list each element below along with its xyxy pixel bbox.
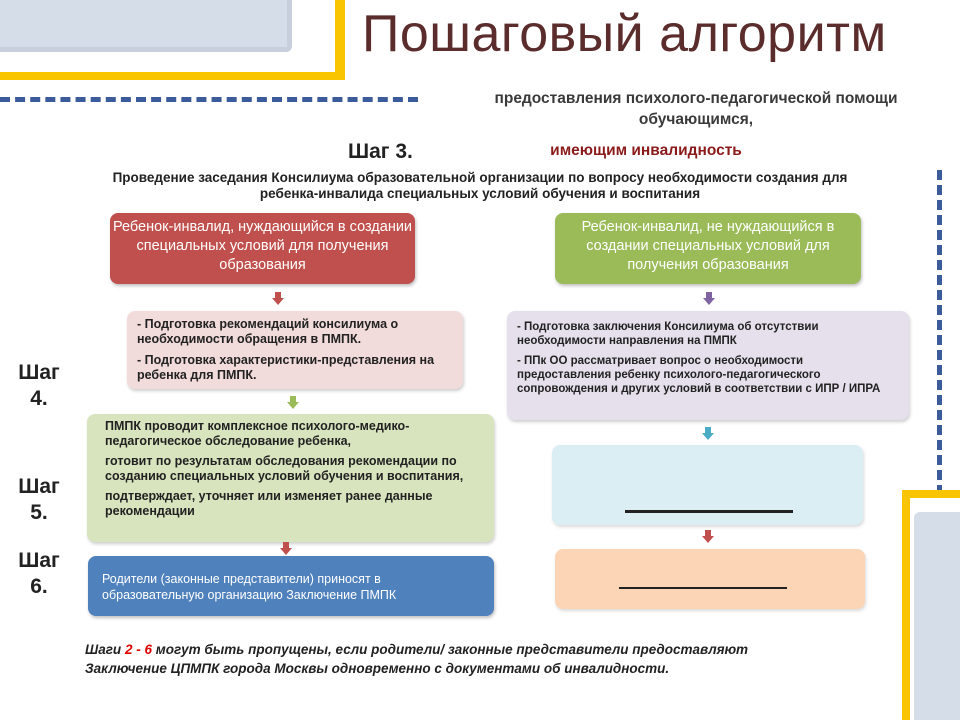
corner-panel-bottom-right xyxy=(914,512,960,720)
arrow-down-icon xyxy=(280,542,292,555)
arrow-down-icon xyxy=(287,396,299,409)
step-5-right-box xyxy=(552,445,863,525)
step-4-label xyxy=(10,360,68,412)
step-6-right-box xyxy=(555,549,865,609)
step-3-description: Проведение заседания Консилиума образовательной организации по вопросу необходимости создания для ребенка-инвалида специальных условий обучения и воспитания xyxy=(112,170,848,201)
footnote-text: могут быть пропущены, если родители/ законные представители предоставляют Заключение ЦПМПК города Москвы одновременно с документами об инвалидности. xyxy=(85,642,749,676)
step-4-item-characteristic: - Подготовка характеристики-представления на ребенка для ПМПК. xyxy=(137,353,435,382)
step-4-item-recommendations: - Подготовка рекомендаций консилиума о необходимости обращения в ПМПК. xyxy=(137,317,399,346)
footnote xyxy=(85,640,805,678)
step-5-word: Шаг xyxy=(18,475,60,498)
step-6-number: 6. xyxy=(30,575,48,598)
step-4-word: Шаг xyxy=(18,361,60,384)
dashed-divider-top xyxy=(0,97,418,102)
step-5-item-examination: ПМПК проводит комплексное психолого-медико-педагогическое обследование ребенка, xyxy=(105,419,410,448)
right-item-ppk: - ППк ОО рассматривает вопрос о необходимости предоставления ребенку психолого-педагогического сопровождения и других условий в соответствии с ИПР / ИПРА xyxy=(517,355,881,395)
corner-panel-top-left xyxy=(0,0,292,52)
step-6-label xyxy=(10,548,68,600)
step-4-number: 4. xyxy=(30,387,48,410)
page-title: Пошаговый алгоритм xyxy=(362,5,887,63)
step-3-label: Шаг 3. xyxy=(348,140,413,163)
page-subtitle: предоставления психолого-педагогической помощи обучающимся, xyxy=(494,90,898,128)
arrow-down-icon xyxy=(703,292,715,305)
right-branch-header: Ребенок-инвалид, не нуждающийся в создании специальных условий для получения образования xyxy=(555,213,861,284)
left-branch-header: Ребенок-инвалид, нуждающийся в создании специальных условий для получения образования xyxy=(110,213,415,284)
step-5-number: 5. xyxy=(30,501,48,524)
footnote-dash: - xyxy=(132,642,145,657)
footnote-step-to: 6 xyxy=(144,642,152,657)
step-6-word: Шаг xyxy=(18,549,60,572)
step-5-item-recommendations: готовит по результатам обследования рекомендации по созданию специальных условий обучения и воспитания, xyxy=(105,454,464,483)
step-5-label xyxy=(10,474,68,526)
step-6-left-box: Родители (законные представители) приносят в образовательную организацию Заключение ПМПК xyxy=(88,556,494,616)
page-subtitle-highlight: имеющим инвалидность xyxy=(550,142,742,159)
arrow-down-icon xyxy=(702,427,714,440)
arrow-down-icon xyxy=(272,292,284,305)
arrow-down-icon xyxy=(702,530,714,543)
right-item-conclusion: - Подготовка заключения Консилиума об отсутствии необходимости направления на ПМПК xyxy=(517,321,819,347)
step-5-left-box xyxy=(87,414,494,542)
blank-line xyxy=(619,587,787,589)
blank-line xyxy=(625,510,793,513)
dashed-divider-right xyxy=(937,170,942,510)
footnote-step-from: 2 xyxy=(124,642,133,657)
step-5-item-confirmation: подтверждает, уточняет или изменяет ранее данные рекомендации xyxy=(105,489,433,518)
step-4-left-box xyxy=(127,311,463,389)
footnote-prefix: Шаги xyxy=(85,642,125,657)
step-4-right-box xyxy=(507,311,909,420)
